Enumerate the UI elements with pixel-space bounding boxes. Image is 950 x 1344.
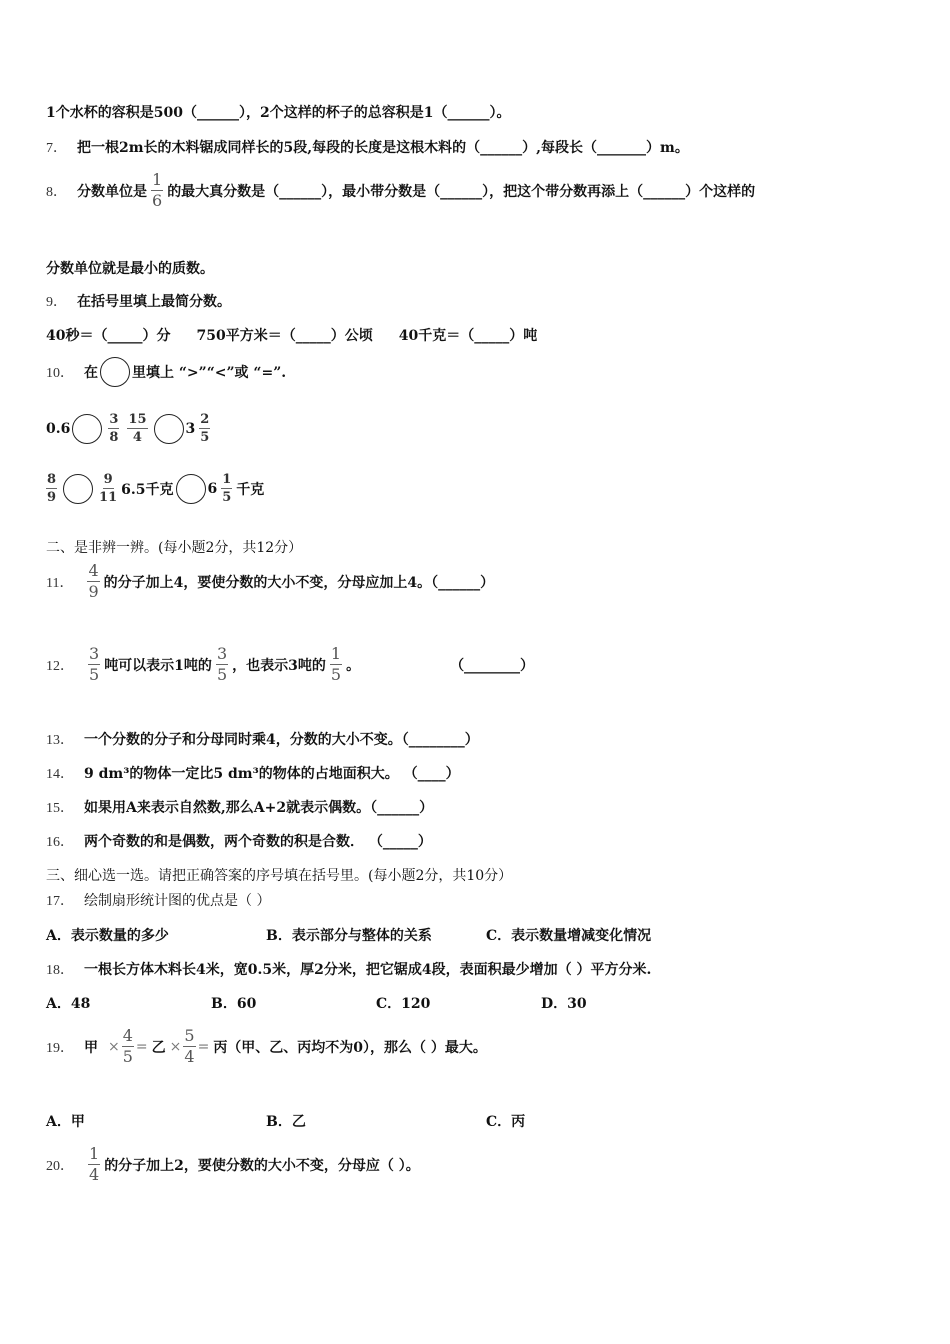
question-11: 11． $\frac{4}{9}$ 的分子加上4，要使分数的大小不变，分母应加上4。（______）	[46, 561, 495, 601]
option-c[interactable]: C．丙	[486, 1114, 526, 1130]
question-9-text: 在括号里填上最简分数。	[77, 294, 231, 310]
question-19-options	[46, 1111, 525, 1131]
fraction: $\frac{1}{5}$	[222, 472, 232, 505]
question-10: 10． 在 里填上 “>”“<”或 “=”.	[46, 357, 286, 387]
option-c[interactable]: C．120	[376, 996, 431, 1012]
question-17-options	[46, 925, 651, 945]
question-8-post: 的最大真分数是（______），最小带分数是（______），把这个带分数再添上（______）个这样的	[167, 183, 756, 200]
option-a[interactable]: A．48	[46, 996, 91, 1012]
fraction: $\frac{3}{5}$	[89, 644, 100, 684]
compare-circle	[100, 357, 130, 387]
option-c[interactable]: C．表示数量增减变化情况	[486, 928, 652, 944]
fraction: $\frac{4}{5}$	[122, 1026, 133, 1066]
compare-circle[interactable]	[72, 414, 102, 444]
question-7	[46, 137, 689, 157]
question-13: 13． 一个分数的分子和分母同时乘4，分数的大小不变。（________）	[46, 729, 479, 749]
fraction: $\frac{8}{9}$	[47, 472, 57, 505]
question-number: 16．	[46, 835, 74, 850]
fraction: $\frac{3}{5}$	[216, 644, 228, 684]
question-number: 15．	[46, 801, 74, 816]
fraction: $\frac{4}{9}$	[88, 561, 99, 601]
question-10-row-2: $\frac{8}{9}$ $\frac{9}{11}$ 6.5千克 6 $\frac{1}{5}$ 千克	[47, 472, 265, 505]
fraction: $\frac{1}{5}$	[330, 644, 342, 684]
fraction: $\frac{1}{4}$	[89, 1144, 100, 1184]
question-number: 9．	[46, 295, 67, 310]
question-number: 17．	[46, 894, 74, 909]
question-6	[46, 102, 510, 122]
question-9-items	[46, 325, 537, 345]
question-number: 13．	[46, 733, 74, 748]
conversion-item: 40秒＝（_____）分	[46, 328, 171, 344]
question-14: 14． 9 dm³的物体一定比5 dm³的物体的占地面积大。 （____）	[46, 763, 460, 783]
question-number: 19．	[46, 1040, 74, 1056]
question-16: 16． 两个奇数的和是偶数，两个奇数的积是合数． （_____）	[46, 831, 432, 851]
option-a[interactable]: A．甲	[46, 1114, 85, 1130]
question-number: 8．	[46, 184, 67, 200]
question-number: 14．	[46, 767, 74, 782]
option-b[interactable]: B．60	[211, 996, 257, 1012]
question-18-options	[46, 993, 587, 1013]
question-9	[46, 291, 231, 311]
question-12: 12． $\frac{3}{5}$ 吨可以表示1吨的 $\frac{3}{5}$ ，也表示3吨的 $\frac{1}{5}$ 。 （________）	[46, 644, 535, 684]
conversion-item: 40千克＝（_____）吨	[398, 328, 538, 344]
question-number: 20．	[46, 1158, 74, 1174]
option-b[interactable]: B．乙	[266, 1114, 306, 1130]
question-18: 18． 一根长方体木料长4米，宽0.5米，厚2分米，把它锯成4段，表面积最少增加（ ）平方分米.	[46, 959, 651, 979]
fraction: $\frac{5}{4}$	[184, 1026, 195, 1066]
question-17: 17． 绘制扇形统计图的优点是（ ）	[46, 890, 270, 910]
fraction: $\frac{1}{6}$	[152, 170, 163, 210]
fraction: $\frac{9}{11}$	[99, 472, 118, 505]
option-a[interactable]: A．表示数量的多少	[46, 928, 169, 944]
compare-circle[interactable]	[154, 414, 184, 444]
question-6-text: 1个水杯的容积是500（______），2个这样的杯子的总容积是1（______）。	[46, 105, 511, 121]
question-7-text: 把一根2m长的木料锯成同样长的5段,每段的长度是这根木料的（______）,每段长（_______）m。	[77, 140, 689, 156]
question-number: 12．	[46, 658, 74, 674]
compare-circle[interactable]	[176, 474, 206, 504]
question-8-pre: 分数单位是	[77, 183, 147, 200]
question-number: 10．	[46, 366, 74, 381]
answer-blank: （________）	[450, 657, 535, 674]
conversion-item: 750平方米＝（_____）公顷	[196, 328, 373, 344]
section-3-heading: 三、细心选一选。请把正确答案的序号填在括号里。(每小题2分，共10分）	[46, 868, 513, 884]
question-number: 18．	[46, 963, 74, 978]
option-b[interactable]: B．表示部分与整体的关系	[266, 928, 432, 944]
section-2-heading: 二、是非辨一辨。(每小题2分，共12分）	[46, 540, 303, 556]
question-number: 11．	[46, 575, 74, 591]
question-10-row-1: 0.6 $\frac{3}{8}$ $\frac{15}{4}$ 3 $\frac{2}{5}$	[46, 412, 210, 445]
fraction: $\frac{3}{8}$	[109, 412, 119, 445]
option-d[interactable]: D．30	[541, 996, 587, 1012]
fraction: $\frac{15}{4}$	[128, 412, 147, 445]
question-number: 7．	[46, 141, 67, 156]
question-8-continuation: 分数单位就是最小的质数。	[46, 261, 214, 277]
question-20: 20． $\frac{1}{4}$ 的分子加上2，要使分数的大小不变，分母应（ ）。	[46, 1144, 420, 1184]
question-19: 19． 甲 × $\frac{4}{5}$ = 乙 × $\frac{5}{4}$ = 丙（甲、乙、丙均不为0），那么（ ）最大。	[46, 1026, 487, 1066]
question-8	[46, 172, 755, 209]
fraction: $\frac{2}{5}$	[200, 412, 210, 445]
question-15: 15． 如果用A来表示自然数,那么A+2就表示偶数。（______）	[46, 797, 433, 817]
compare-circle[interactable]	[63, 474, 93, 504]
